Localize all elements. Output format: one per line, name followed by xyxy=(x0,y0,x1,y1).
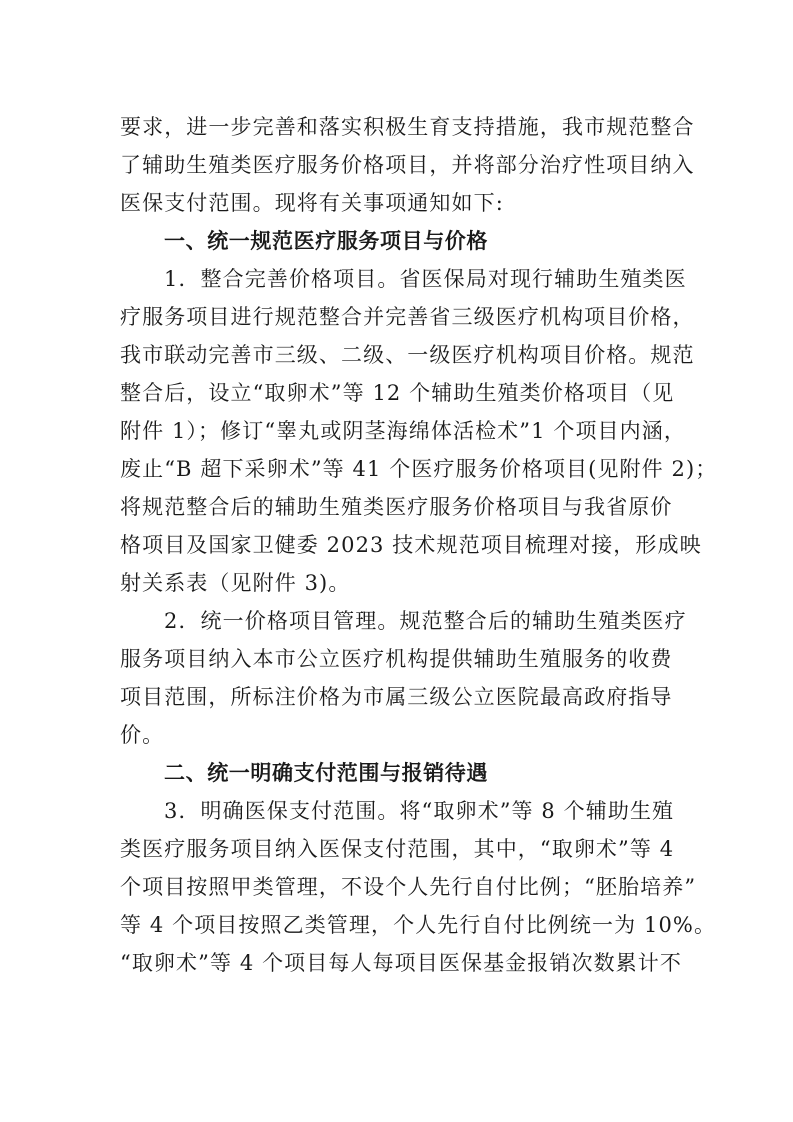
section-heading-1: 一、统一规范医疗服务项目与价格 xyxy=(164,229,488,253)
body-text-line: 附件 1）；修订“睾丸或阴茎海绵体活检术”1 个项目内涵， xyxy=(120,419,686,443)
body-text-line: 等 4 个项目按照乙类管理，个人先行自付比例统一为 10%。 xyxy=(120,913,717,937)
body-text-line: 服务项目纳入本市公立医疗机构提供辅助生殖服务的收费 xyxy=(120,647,673,671)
body-text-line: 我市联动完善市三级、二级、一级医疗机构项目价格。规范 xyxy=(120,343,695,367)
body-text-line: 个项目按照甲类管理，不设个人先行自付比例；“胚胎培养” xyxy=(120,875,697,899)
section-heading-2: 二、统一明确支付范围与报销待遇 xyxy=(164,761,488,785)
body-text-line: 项目范围，所标注价格为市属三级公立医院最高政府指导 xyxy=(120,685,673,709)
paragraph-1-first-line: 1．整合完善价格项目。省医保局对现行辅助生殖类医 xyxy=(164,267,687,291)
body-text-line: 格项目及国家卫健委 2023 技术规范项目梳理对接，形成映 xyxy=(120,533,702,557)
paragraph-3-first-line: 3．明确医保支付范围。将“取卵术”等 8 个辅助生殖 xyxy=(164,799,675,823)
body-text-line: 医保支付范围。现将有关事项通知如下: xyxy=(120,191,504,215)
body-text-line: 价。 xyxy=(120,723,165,747)
body-text-line: 射关系表（见附件 3)。 xyxy=(120,571,351,595)
body-text-line: “取卵术”等 4 个项目每人每项目医保基金报销次数累计不 xyxy=(120,951,682,975)
body-text-line: 疗服务项目进行规范整合并完善省三级医疗机构项目价格， xyxy=(120,305,695,329)
body-text-line: 整合后，设立“取卵术”等 12 个辅助生殖类价格项目（见 xyxy=(120,381,675,405)
body-text-line: 要求，进一步完善和落实积极生育支持措施，我市规范整合 xyxy=(120,115,695,139)
body-text-line: 类医疗服务项目纳入医保支付范围，其中，“取卵术”等 4 xyxy=(120,837,675,861)
paragraph-2-first-line: 2．统一价格项目管理。规范整合后的辅助生殖类医疗 xyxy=(164,609,687,633)
body-text-line: 了辅助生殖类医疗服务价格项目，并将部分治疗性项目纳入 xyxy=(120,153,695,177)
body-text-line: 废止“B 超下采卵术”等 41 个医疗服务价格项目(见附件 2)； xyxy=(120,457,718,481)
body-text-line: 将规范整合后的辅助生殖类医疗服务价格项目与我省原价 xyxy=(120,495,673,519)
